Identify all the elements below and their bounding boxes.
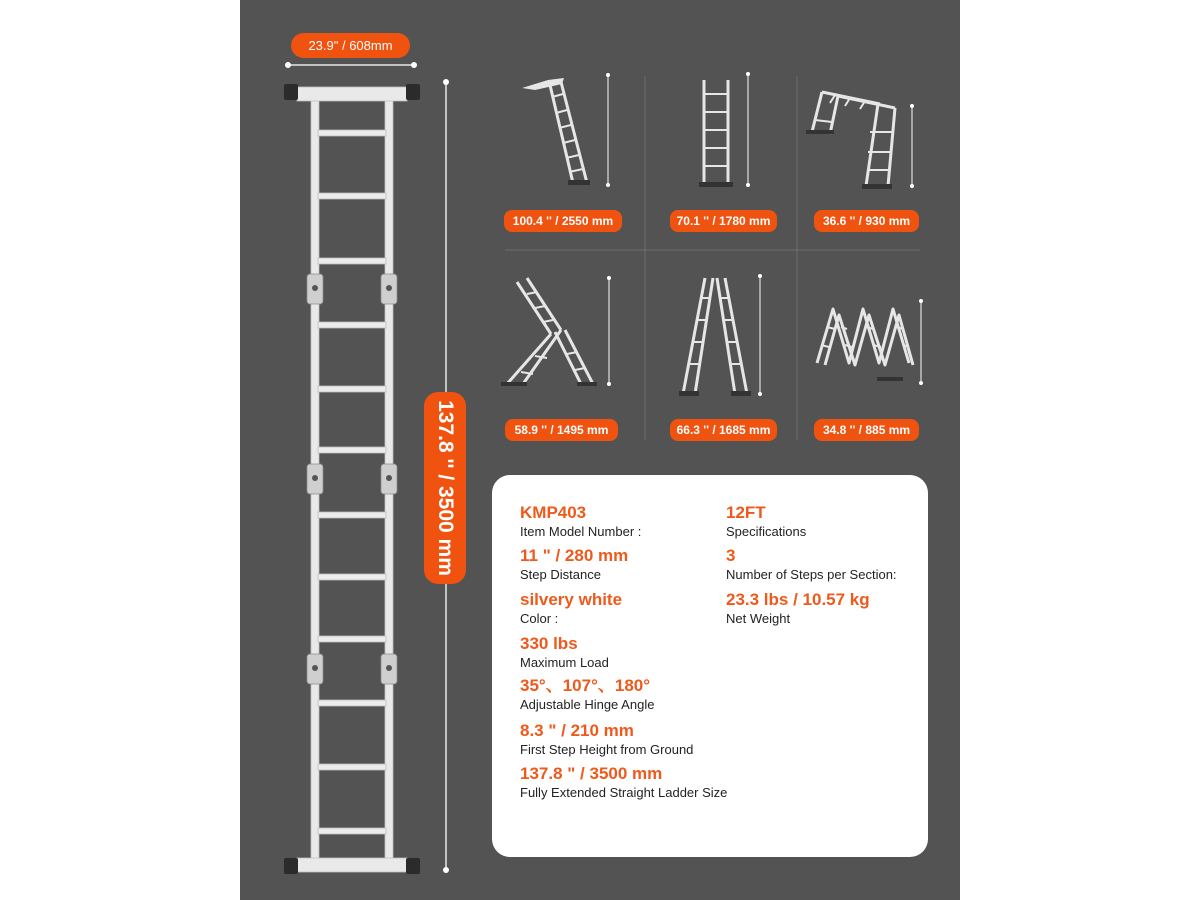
spec-hinge-angle: 35°、107°、180° Adjustable Hinge Angle — [520, 676, 655, 712]
scaffold-icon — [800, 82, 925, 194]
spec-steps-per-section: 3 Number of Steps per Section: — [726, 546, 897, 582]
config-1-height-label: 100.4 '' / 2550 mm — [504, 210, 622, 232]
config-2-height-label: 70.1 '' / 1780 mm — [670, 210, 777, 232]
spec-step-distance: 11 " / 280 mm Step Distance — [520, 546, 629, 582]
spec-max-load: 330 lbs Maximum Load — [520, 634, 609, 670]
spec-extended-size: 137.8 " / 3500 mm Fully Extended Straight Ladder Size — [520, 764, 728, 800]
folded-ladder-icon — [805, 295, 930, 390]
config-6-height-label: 34.8 '' / 885 mm — [814, 419, 919, 441]
incline-ladder-icon — [500, 70, 630, 195]
spec-size: 12FT Specifications — [726, 503, 807, 539]
stair-ladder-icon — [495, 272, 620, 392]
spec-first-step-height: 8.3 " / 210 mm First Step Height from Ground — [520, 721, 694, 757]
a-frame-ladder-icon — [675, 270, 775, 402]
height-dimension-label: 137.8 '' / 3500 mm — [434, 400, 457, 576]
config-3-height-label: 36.6 '' / 930 mm — [814, 210, 919, 232]
spec-color: silvery white Color : — [520, 590, 623, 626]
width-dimension-badge: 23.9" / 608mm — [291, 33, 410, 58]
spec-model: KMP403 Item Model Number : — [520, 503, 642, 539]
specifications-card — [492, 475, 928, 857]
spec-net-weight: 23.3 lbs / 10.57 kg Net Weight — [726, 590, 870, 626]
config-4-height-label: 58.9 '' / 1495 mm — [505, 419, 618, 441]
straight-ladder-icon — [690, 72, 770, 190]
config-5-height-label: 66.3 '' / 1685 mm — [670, 419, 777, 441]
